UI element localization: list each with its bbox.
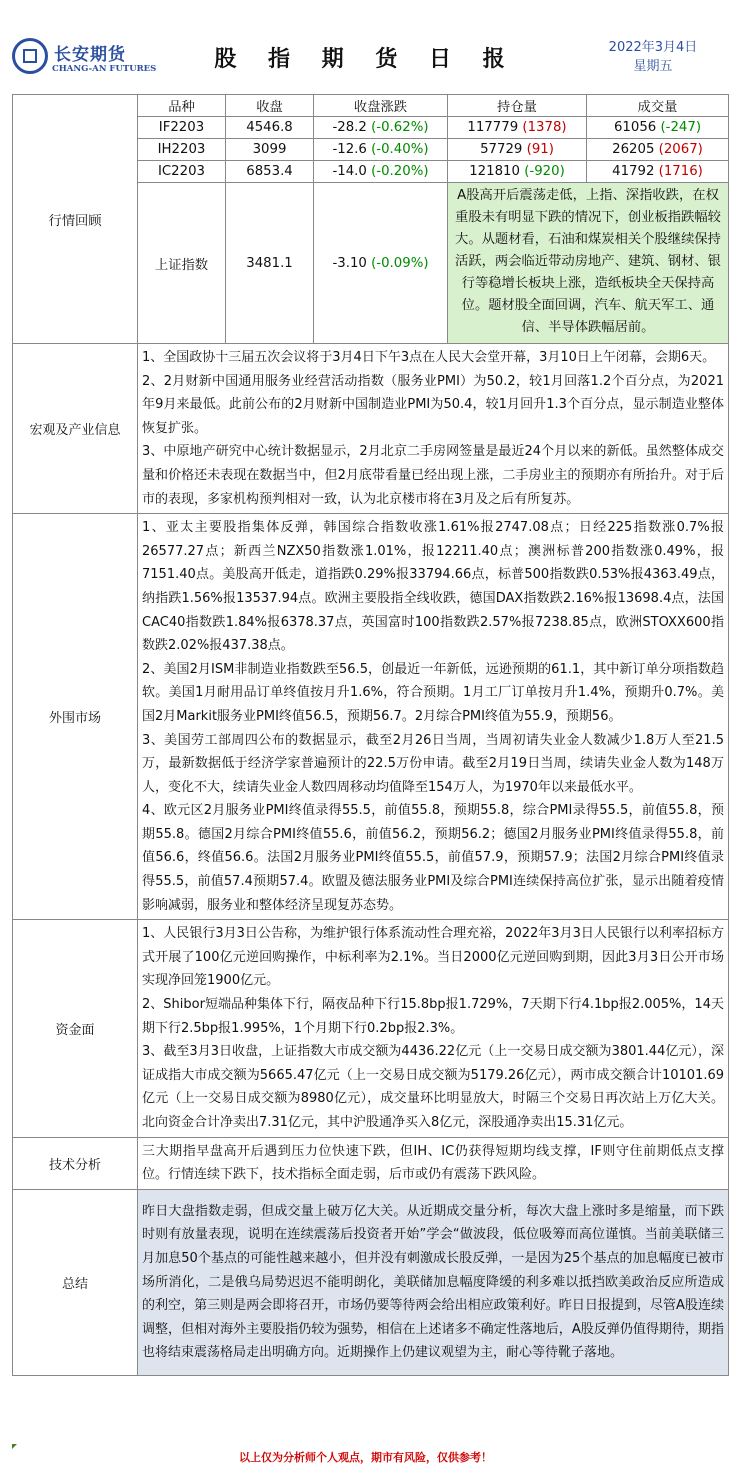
oi-change: (-920): [524, 164, 565, 179]
oi-cell: [448, 161, 587, 183]
paragraph: 3、中原地产研究中心统计数据显示，2月北京二手房网签量是最近24个月以来的新低。虽然整体成交量和价格还未表现在数据当中，但2月底带看量已经出现上涨，二手房业主的预期亦有所抬升。对于后市的表现，多家机构预判相对一致，认为北京楼市将在3月及之后有所复苏。: [142, 444, 724, 507]
paragraph: 1、人民银行3月3日公告称，为维护银行体系流动性合理充裕，2022年3月3日人民银行以利率招标方式开展了100亿元逆回购操作，中标利率为2.1%。当日2000亿元逆回购到期，因此3月3日公开市场实现净回笼1900亿元。: [142, 926, 724, 989]
oi-value: 117779: [467, 120, 519, 135]
change-cell: [314, 117, 448, 139]
overseas-content: [138, 514, 729, 920]
technical-row: [13, 1137, 729, 1189]
market-header-row: [13, 95, 729, 117]
paragraph: 三大期指早盘高开后遇到压力位快速下跌，但IH、IC仍获得短期均线支撑，IF则守住前期低点支撑位。行情连续下跌下，技术指标全面走弱，后市或仍有震荡下跌风险。: [142, 1143, 724, 1183]
oi-change: (91): [526, 142, 554, 157]
volume-cell: [587, 117, 729, 139]
volume-cell: [587, 161, 729, 183]
page-title: 股 指 期 货 日 报: [214, 47, 517, 72]
index-change-pct: (-0.09%): [371, 255, 429, 271]
contract-name: IH2203: [138, 139, 226, 161]
volume-value: 41792: [612, 164, 655, 179]
volume-change: (-247): [660, 120, 702, 135]
change-cell: [314, 161, 448, 183]
logo-cn-text: 长安期货: [54, 45, 126, 65]
volume-change: (1716): [658, 164, 703, 179]
change-value: -12.6: [332, 142, 367, 157]
oi-change: (1378): [522, 120, 567, 135]
oi-cell: [448, 117, 587, 139]
report-header: [0, 0, 731, 94]
oi-cell: [448, 139, 587, 161]
capital-row: [13, 920, 729, 1137]
summary-content: [138, 1189, 729, 1375]
summary-row: [13, 1189, 729, 1375]
index-change-cell: [314, 183, 448, 344]
change-pct: (-0.20%): [371, 164, 429, 179]
report-table: [12, 94, 729, 1376]
volume-change: (2067): [658, 142, 703, 157]
macro-row: [13, 344, 729, 514]
paragraph: 昨日大盘指数走弱，但成交量上破万亿大关。从近期成交量分析，每次大盘上涨时多是缩量，而下跌时则有放量表现，说明在连续震荡后投资者开始”学会“做波段，低位吸筹而高位谨慎。当前美联储三月加息50个基点的可能性越来越小，但并没有刺激成长股反弹，一是因为25个基点的加息幅度已被市场所消化，二是俄乌局势迟迟不能明朗化，美联储加息幅度降缓的利多难以抵挡欧美政治反应所造成的利空，第三则是两会即将召开，市场仍要等待两会给出相应政策利好。昨日日报提到，尽管A股连续调整，但相对海外主要股指仍较为强势，相信在上述诸多不确定性落地后，A股反弹仍值得期待，期指也将结束震荡格局走出明确方向。近期操作上仍建议观望为主，耐心等待靴子落地。: [142, 1203, 724, 1361]
macro-content: [138, 344, 729, 514]
contract-name: IC2203: [138, 161, 226, 183]
close-price: 3099: [226, 139, 314, 161]
col-header: 成交量: [587, 95, 729, 117]
change-pct: (-0.40%): [371, 142, 429, 157]
overseas-row: [13, 514, 729, 920]
paragraph: 1、亚太主要股指集体反弹，韩国综合指数收涨1.61%报2747.08点；日经225指数涨0.7%报26577.27点；新西兰NZX50指数涨1.01%，报12211.40点；澳洲标普200指数涨0.49%，报7151.40点。美股高开低走，道指跌0.29%报33794.66点，标普500指数跌0.53%报4363.49点，纳指跌1.56%报13537.94点。欧洲主要股指全线收跌，德国DAX指数跌2.16%报13698.4点，法国CAC40指数跌1.84%报6378.37点，英国富时100指数跌2.57%报7238.85点，欧洲STOXX600指数跌2.02%报437.38点。: [142, 520, 724, 654]
oi-value: 57729: [480, 142, 523, 157]
technical-content: [138, 1137, 729, 1189]
change-pct: (-0.62%): [371, 120, 429, 135]
index-close: 3481.1: [226, 183, 314, 344]
paragraph: 2、Shibor短端品种集体下行，隔夜品种下行15.8bp报1.729%，7天期下行4.1bp报2.005%，14天期下行2.5bp报1.995%，1个月期下行0.2bp报2.3%。: [142, 997, 724, 1036]
capital-content: [138, 920, 729, 1137]
date-text: 2022年3月4日: [608, 40, 698, 55]
change-value: -14.0: [332, 164, 367, 179]
section-label-market: 行情回顾: [13, 95, 138, 344]
col-header: 持仓量: [448, 95, 587, 117]
logo-en-text: CHANG-AN FUTURES: [52, 64, 157, 74]
volume-value: 61056: [613, 120, 657, 135]
close-price: 4546.8: [226, 117, 314, 139]
change-value: -28.2: [332, 120, 367, 135]
section-label-overseas: 外围市场: [13, 514, 138, 920]
report-date: [598, 38, 708, 76]
contract-name: IF2203: [138, 117, 226, 139]
paragraph: 3、截至3月3日收盘，上证指数大市成交额为4436.22亿元（上一交易日成交额为3801.44亿元），深证成指大市成交额为5665.47亿元（上一交易日成交额为5179.26亿元），两市成交额合计10101.69亿元（上一交易日成交额为8980亿元），成交量环比明显放大，时隔三个交易日再次站上万亿大关。北向资金合计净卖出7.31亿元，其中沪股通净买入8亿元，深股通净卖出15.31亿元。: [142, 1044, 724, 1130]
change-cell: [314, 139, 448, 161]
section-label-summary: 总结: [13, 1189, 138, 1375]
col-header: 品种: [138, 95, 226, 117]
weekday-text: 星期五: [633, 59, 673, 74]
section-label-macro: 宏观及产业信息: [13, 344, 138, 514]
paragraph: 1、全国政协十三届五次会议将于3月4日下午3点在人民大会堂开幕，3月10日上午闭幕，会期6天。: [142, 350, 716, 365]
close-price: 6853.4: [226, 161, 314, 183]
index-change: -3.10: [332, 255, 367, 271]
oi-value: 121810: [469, 164, 520, 179]
volume-cell: [587, 139, 729, 161]
col-header: 收盘涨跌: [314, 95, 448, 117]
paragraph: 2、美国2月ISM非制造业指数跌至56.5，创最近一年新低，远逊预期的61.1，其中新订单分项指数趋软。美国1月耐用品订单终值按月升1.6%，符合预期。1月工厂订单按月升1.4%，预期升0.7%。美国2月Markit服务业PMI终值56.5，预期56.7。2月综合PMI终值为55.9，预期56。: [142, 661, 724, 724]
paragraph: 2、2月财新中国通用服务业经营活动指数（服务业PMI）为50.2，较1月回落1.2个百分点，为2021年9月来最低。此前公布的2月财新中国制造业PMI为50.4，较1月回升1.3个百分点，显示制造业整体恢复扩张。: [142, 373, 724, 436]
paragraph: 4、欧元区2月服务业PMI终值录得55.5，前值55.8，预期55.8，综合PMI录得55.5，前值55.8，预期55.8。德国2月综合PMI终值55.6，前值56.2，预期56.2；德国2月服务业PMI终值录得55.8，前值56.6，终值56.6。法国2月服务业PMI终值55.5，前值57.9，预期57.9；法国2月综合PMI终值录得55.5，前值57.4预期57.4。欧盟及德法服务业PMI及综合PMI连续保持高位扩张，显示出随着疫情影响减弱，服务业和整体经济呈现复苏态势。: [142, 803, 724, 913]
market-comment: A股高开后震荡走低，上指、深指收跌，在权重股未有明显下跌的情况下，创业板指跌幅较大。从题材看，石油和煤炭相关个股继续保持活跃，两会临近带动房地产、建筑、钢材、银行等稳增长板块上涨，造纸板块全天保持高位。题材股全面回调，汽车、航天军工、通信、半导体跌幅居前。: [448, 183, 729, 344]
volume-value: 26205: [612, 142, 655, 157]
disclaimer-footer: 以上仅为分析师个人观点，期市有风险，仅供参考！: [239, 1451, 492, 1464]
col-header: 收盘: [226, 95, 314, 117]
paragraph: 3、美国劳工部周四公布的数据显示，截至2月26日当周，当周初请失业金人数减少1.8万人至21.5万，最新数据低于经济学家普遍预计的22.5万份申请。截至2月19日当周，续请失业金人数为148万人，变化不大，续请失业金人数四周移动均值降至154万人，为1970年以来最低水平。: [142, 732, 724, 795]
section-label-technical: 技术分析: [13, 1137, 138, 1189]
section-label-capital: 资金面: [13, 920, 138, 1137]
index-name: 上证指数: [138, 183, 226, 344]
